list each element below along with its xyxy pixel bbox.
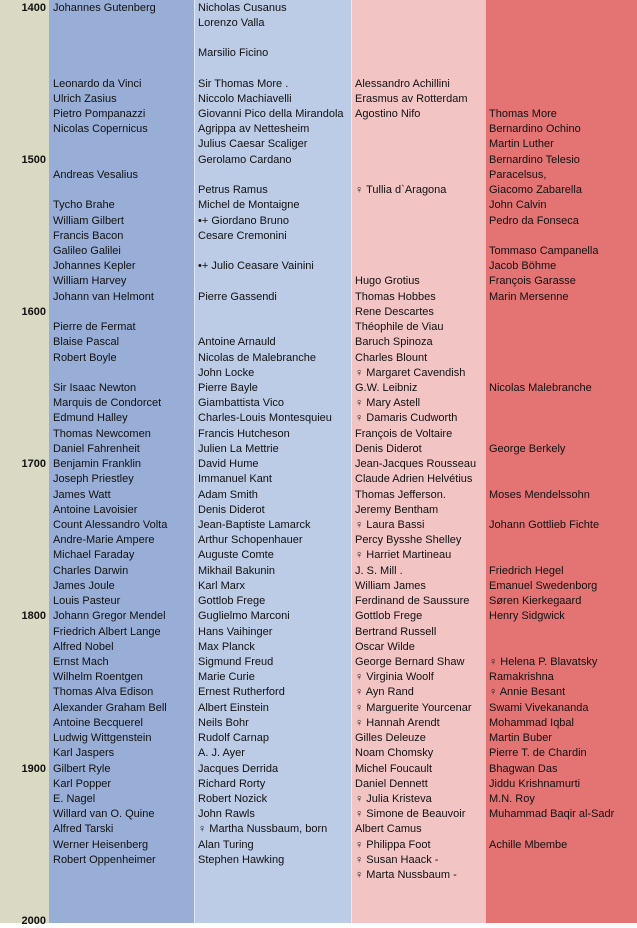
humanists-entry: Oscar Wilde (355, 640, 415, 653)
theologians-entry: Marin Mersenne (489, 290, 569, 303)
humanists-entry: Rene Descartes (355, 305, 434, 318)
theologians-entry: Henry Sidgwick (489, 610, 565, 623)
humanists-entry: Thomas Jefferson. (355, 488, 446, 501)
scientists-entry: Robert Boyle (53, 351, 117, 364)
theologians-entry: Jacob Böhme (489, 260, 557, 273)
scientists-entry: Gilbert Ryle (53, 762, 111, 775)
theologians-entry: Martin Luther (489, 138, 554, 151)
philosophers-entry: Antoine Arnauld (198, 336, 276, 349)
theologians-entry: George Berkely (489, 442, 566, 455)
philosophers-entry: Neils Bohr (198, 716, 249, 729)
philosophers-entry: Rudolf Carnap (198, 732, 269, 745)
theologians-entry: Johann Gottlieb Fichte (489, 518, 600, 531)
philosophers-entry: Lorenzo Valla (198, 16, 265, 29)
philosophers-entry: Stephen Hawking (198, 853, 285, 866)
scientists-entry: Wilhelm Roentgen (53, 671, 143, 684)
year-label: 1800 (21, 610, 46, 623)
humanists-entry: Baruch Spinoza (355, 336, 433, 349)
philosophers-entry: A. J. Ayer (198, 747, 245, 760)
philosophers-entry: Giovanni Pico della Mirandola (198, 108, 344, 121)
scientists-entry: Pietro Pompanazzi (53, 108, 146, 121)
theologians-entry: Paracelsus, (489, 168, 547, 181)
theologians-entry: Giacomo Zabarella (489, 184, 582, 197)
philosophers-entry: Petrus Ramus (198, 184, 268, 197)
scientists-entry: Karl Jaspers (53, 747, 115, 760)
philosophers-entry: •+ Julio Ceasare Vainini (198, 260, 314, 273)
philosophers-entry: Nicholas Cusanus (198, 1, 287, 14)
philosophers-entry: Michel de Montaigne (198, 199, 300, 212)
humanists-entry: ♀ Philippa Foot (355, 838, 431, 851)
scientists-entry: Antoine Becquerel (53, 716, 143, 729)
scientists-entry: Ulrich Zasius (53, 92, 117, 105)
theologians-entry: Thomas More (489, 108, 557, 121)
philosophers-entry: Pierre Bayle (198, 382, 258, 394)
philosophers-entry: Marie Curie (198, 671, 255, 684)
humanists-entry: ♀ Julia Kristeva (355, 792, 432, 805)
scientists-entry: Tycho Brahe (53, 199, 115, 212)
theologians-entry: Swami Vivekananda (489, 701, 589, 714)
humanists-entry: Jean-Jacques Rousseau (355, 458, 477, 471)
humanists-entry: Ferdinand de Saussure (355, 595, 470, 608)
scientists-entry: Werner Heisenberg (53, 838, 149, 851)
scientists-entry: Robert Oppenheimer (53, 853, 156, 866)
scientists-entry: Thomas Newcomen (53, 427, 151, 440)
humanists-entry: Jeremy Bentham (355, 503, 439, 516)
theologians-entry: Friedrich Hegel (489, 564, 564, 577)
philosophers-entry: David Hume (198, 458, 259, 471)
humanists-entry: G.W. Leibniz (355, 382, 418, 394)
humanists-entry: Gilles Deleuze (355, 732, 426, 745)
philosophers-entry: Adam Smith (198, 488, 258, 501)
scientists-entry: William Gilbert (53, 214, 124, 227)
philosophers-entry: Immanuel Kant (198, 473, 272, 486)
philosophers-entry: Karl Marx (198, 579, 246, 592)
humanists-entry: ♀ Marguerite Yourcenar (355, 701, 472, 714)
theologians-entry: Ramakrishna (489, 671, 554, 684)
humanists-entry: Bertrand Russell (355, 625, 437, 638)
humanists-entry: Erasmus av Rotterdam (355, 92, 468, 105)
scientists-entry: William Harvey (53, 275, 127, 288)
humanists-entry: Noam Chomsky (355, 747, 434, 760)
theologians-entry: Søren Kierkegaard (489, 595, 582, 608)
humanists-entry: Michel Foucault (355, 762, 433, 775)
philosophers-entry: Auguste Comte (198, 549, 274, 562)
scientists-entry: Andre-Marie Ampere (53, 534, 155, 547)
scientists-entry: Pierre de Fermat (53, 321, 136, 334)
scientists-entry: Ludwig Wittgenstein (53, 732, 152, 745)
scientists-entry: Louis Pasteur (53, 595, 121, 608)
humanists-entry: Thomas Hobbes (355, 290, 436, 303)
scientists-entry: Alfred Tarski (53, 823, 114, 836)
theologians-entry: Muhammad Baqir al-Sadr (489, 808, 615, 821)
humanists-entry: ♀ Margaret Cavendish (355, 366, 466, 379)
scientists-entry: Benjamin Franklin (53, 458, 142, 471)
humanists-entry: ♀ Damaris Cudworth (355, 412, 458, 425)
scientists-entry: Francis Bacon (53, 229, 124, 242)
scientists-entry: Leonardo da Vinci (53, 77, 142, 90)
humanists-entry: ♀ Mary Astell (355, 397, 421, 410)
philosophers-entry: Richard Rorty (198, 777, 266, 790)
humanists-entry: ♀ Tullia d`Aragona (355, 184, 447, 197)
theologians-entry: François Garasse (489, 275, 576, 288)
humanists-entry: Daniel Dennett (355, 777, 428, 790)
scientists-entry: Johann Gregor Mendel (53, 610, 166, 623)
theologians-entry: Mohammad Iqbal (489, 716, 574, 729)
theologians-entry: Emanuel Swedenborg (489, 579, 598, 592)
philosophers-entry: Guglielmo Marconi (198, 610, 290, 623)
humanists-entry: Claude Adrien Helvétius (355, 473, 473, 486)
philosophers-entry: Pierre Gassendi (198, 290, 277, 303)
scientists-entry: Daniel Fahrenheit (53, 442, 140, 455)
theologians-entry: Tommaso Campanella (489, 245, 599, 258)
scientists-entry: Johannes Gutenberg (53, 1, 156, 14)
scientists-entry: Alexander Graham Bell (53, 701, 167, 714)
scientists-entry: Karl Popper (53, 777, 112, 790)
theologians-entry: Pierre T. de Chardin (489, 747, 587, 760)
philosophers-entry: Cesare Cremonini (198, 229, 287, 242)
humanists-entry: George Bernard Shaw (355, 655, 465, 668)
philosophers-entry: Max Planck (198, 640, 255, 653)
philosophers-entry: Julius Caesar Scaliger (198, 138, 308, 151)
column-divider (194, 0, 195, 923)
theologians-entry: Bernardino Telesio (489, 153, 580, 166)
humanists-entry: François de Voltaire (355, 427, 453, 440)
philosophers-entry: Hans Vaihinger (198, 625, 273, 638)
scientists-entry: Charles Darwin (53, 564, 129, 577)
philosophers-entry: Marsilio Ficino (198, 47, 269, 60)
theologians-entry: Jiddu Krishnamurti (489, 777, 581, 790)
humanists-entry: Denis Diderot (355, 442, 422, 455)
philosophers-entry: Albert Einstein (198, 701, 269, 714)
humanists-entry: ♀ Ayn Rand (355, 686, 414, 699)
philosophers-entry: Ernest Rutherford (198, 686, 285, 699)
philosophers-entry: Jean-Baptiste Lamarck (198, 518, 311, 531)
humanists-entry: Théophile de Viau (355, 321, 444, 334)
philosophers-entry: John Locke (198, 366, 255, 379)
scientists-entry: Johannes Kepler (53, 260, 136, 273)
theologians-entry: Achille Mbembe (489, 838, 568, 851)
humanists-entry: ♀ Susan Haack - (355, 853, 439, 866)
scientists-entry: Blaise Pascal (53, 336, 120, 349)
scientists-entry: Joseph Priestley (53, 473, 134, 486)
philosophers-entry: Nicolas de Malebranche (198, 351, 317, 364)
scientists-entry: James Watt (53, 488, 111, 501)
humanists-entry: Agostino Nifo (355, 108, 421, 121)
humanists-entry: Hugo Grotius (355, 275, 420, 288)
scientists-entry: James Joule (53, 579, 115, 592)
philosophers-entry: Alan Turing (198, 838, 254, 851)
theologians-entry: Bhagwan Das (489, 762, 558, 775)
philosophers-entry: Mikhail Bakunin (198, 564, 276, 577)
year-label: 1700 (21, 458, 46, 471)
scientists-entry: Galileo Galilei (53, 245, 121, 258)
philosophers-entry: Robert Nozick (198, 792, 268, 805)
humanists-entry: Percy Bysshe Shelley (355, 534, 462, 547)
scientists-entry: Willard van O. Quine (53, 808, 155, 821)
philosophers-entry: John Rawls (198, 808, 255, 821)
humanists-entry: Charles Blount (355, 351, 428, 364)
scientists-entry: Nicolas Copernicus (53, 123, 148, 136)
philosophers-entry: Sigmund Freud (198, 655, 274, 668)
humanists-entry: ♀ Virginia Woolf (355, 671, 434, 684)
humanists-entry: J. S. Mill . (355, 564, 403, 577)
scientists-entry: Antoine Lavoisier (53, 503, 138, 516)
philosophers-entry: Julien La Mettrie (198, 442, 279, 455)
column-divider (351, 0, 352, 923)
philosophers-entry: Charles-Louis Montesquieu (198, 412, 332, 425)
year-label: 1900 (21, 762, 46, 775)
scientists-entry: Marquis de Condorcet (53, 397, 162, 410)
philosophers-entry: •+ Giordano Bruno (198, 214, 289, 227)
theologians-entry: Pedro da Fonseca (489, 214, 579, 227)
theologians-entry: Nicolas Malebranche (489, 382, 592, 394)
scientists-entry: E. Nagel (53, 792, 96, 805)
scientists-entry: Andreas Vesalius (53, 168, 138, 181)
scientists-entry: Michael Faraday (53, 549, 135, 562)
theologians-entry: John Calvin (489, 199, 547, 212)
humanists-entry: Gottlob Frege (355, 610, 423, 623)
theologians-entry: Moses Mendelssohn (489, 488, 590, 501)
scientists-entry: Alfred Nobel (53, 640, 114, 653)
year-label: 1600 (21, 305, 46, 318)
humanists-entry: Albert Camus (355, 823, 422, 836)
scientists-entry: Friedrich Albert Lange (53, 625, 161, 638)
humanists-entry: ♀ Marta Nussbaum - (355, 869, 457, 882)
theologians-entry: Martin Buber (489, 732, 552, 745)
humanists-entry: Alessandro Achillini (355, 77, 450, 90)
scientists-entry: Johann van Helmont (53, 290, 154, 303)
philosophers-entry: Jacques Derrida (198, 762, 279, 775)
year-label: 2000 (21, 914, 46, 927)
philosophers-entry: Agrippa av Nettesheim (198, 123, 310, 136)
humanists-entry: ♀ Harriet Martineau (355, 549, 452, 562)
philosophers-entry: Denis Diderot (198, 503, 265, 516)
theologians-entry: Bernardino Ochino (489, 123, 581, 136)
philosophers-entry: Gottlob Frege (198, 595, 266, 608)
humanists-entry: ♀ Simone de Beauvoir (355, 808, 466, 821)
theologians-entry: ♀ Annie Besant (489, 686, 566, 699)
scientists-entry: Ernst Mach (53, 655, 109, 668)
humanists-entry: ♀ Laura Bassi (355, 518, 425, 531)
column-divider (485, 0, 486, 923)
scientists-entry: Sir Isaac Newton (53, 382, 137, 394)
scientists-entry: Thomas Alva Edison (53, 686, 154, 699)
scientists-entry: Count Alessandro Volta (53, 518, 168, 531)
theologians-entry: ♀ Helena P. Blavatsky (489, 655, 598, 668)
philosophers-entry: ♀ Martha Nussbaum, born (198, 823, 328, 836)
scientists-entry: Edmund Halley (53, 412, 128, 425)
philosophers-entry: Francis Hutcheson (198, 427, 290, 440)
philosophers-entry: Sir Thomas More . (198, 77, 289, 90)
philosophers-entry: Niccolo Machiavelli (198, 92, 292, 105)
year-label: 1400 (21, 1, 46, 14)
year-label: 1500 (21, 153, 46, 166)
philosophers-entry: Arthur Schopenhauer (198, 534, 303, 547)
humanists-entry: ♀ Hannah Arendt (355, 716, 440, 729)
philosophers-entry: Giambattista Vico (198, 397, 285, 410)
humanists-entry: William James (355, 579, 426, 592)
theologians-entry: M.N. Roy (489, 792, 535, 805)
philosophers-entry: Gerolamo Cardano (198, 153, 292, 166)
